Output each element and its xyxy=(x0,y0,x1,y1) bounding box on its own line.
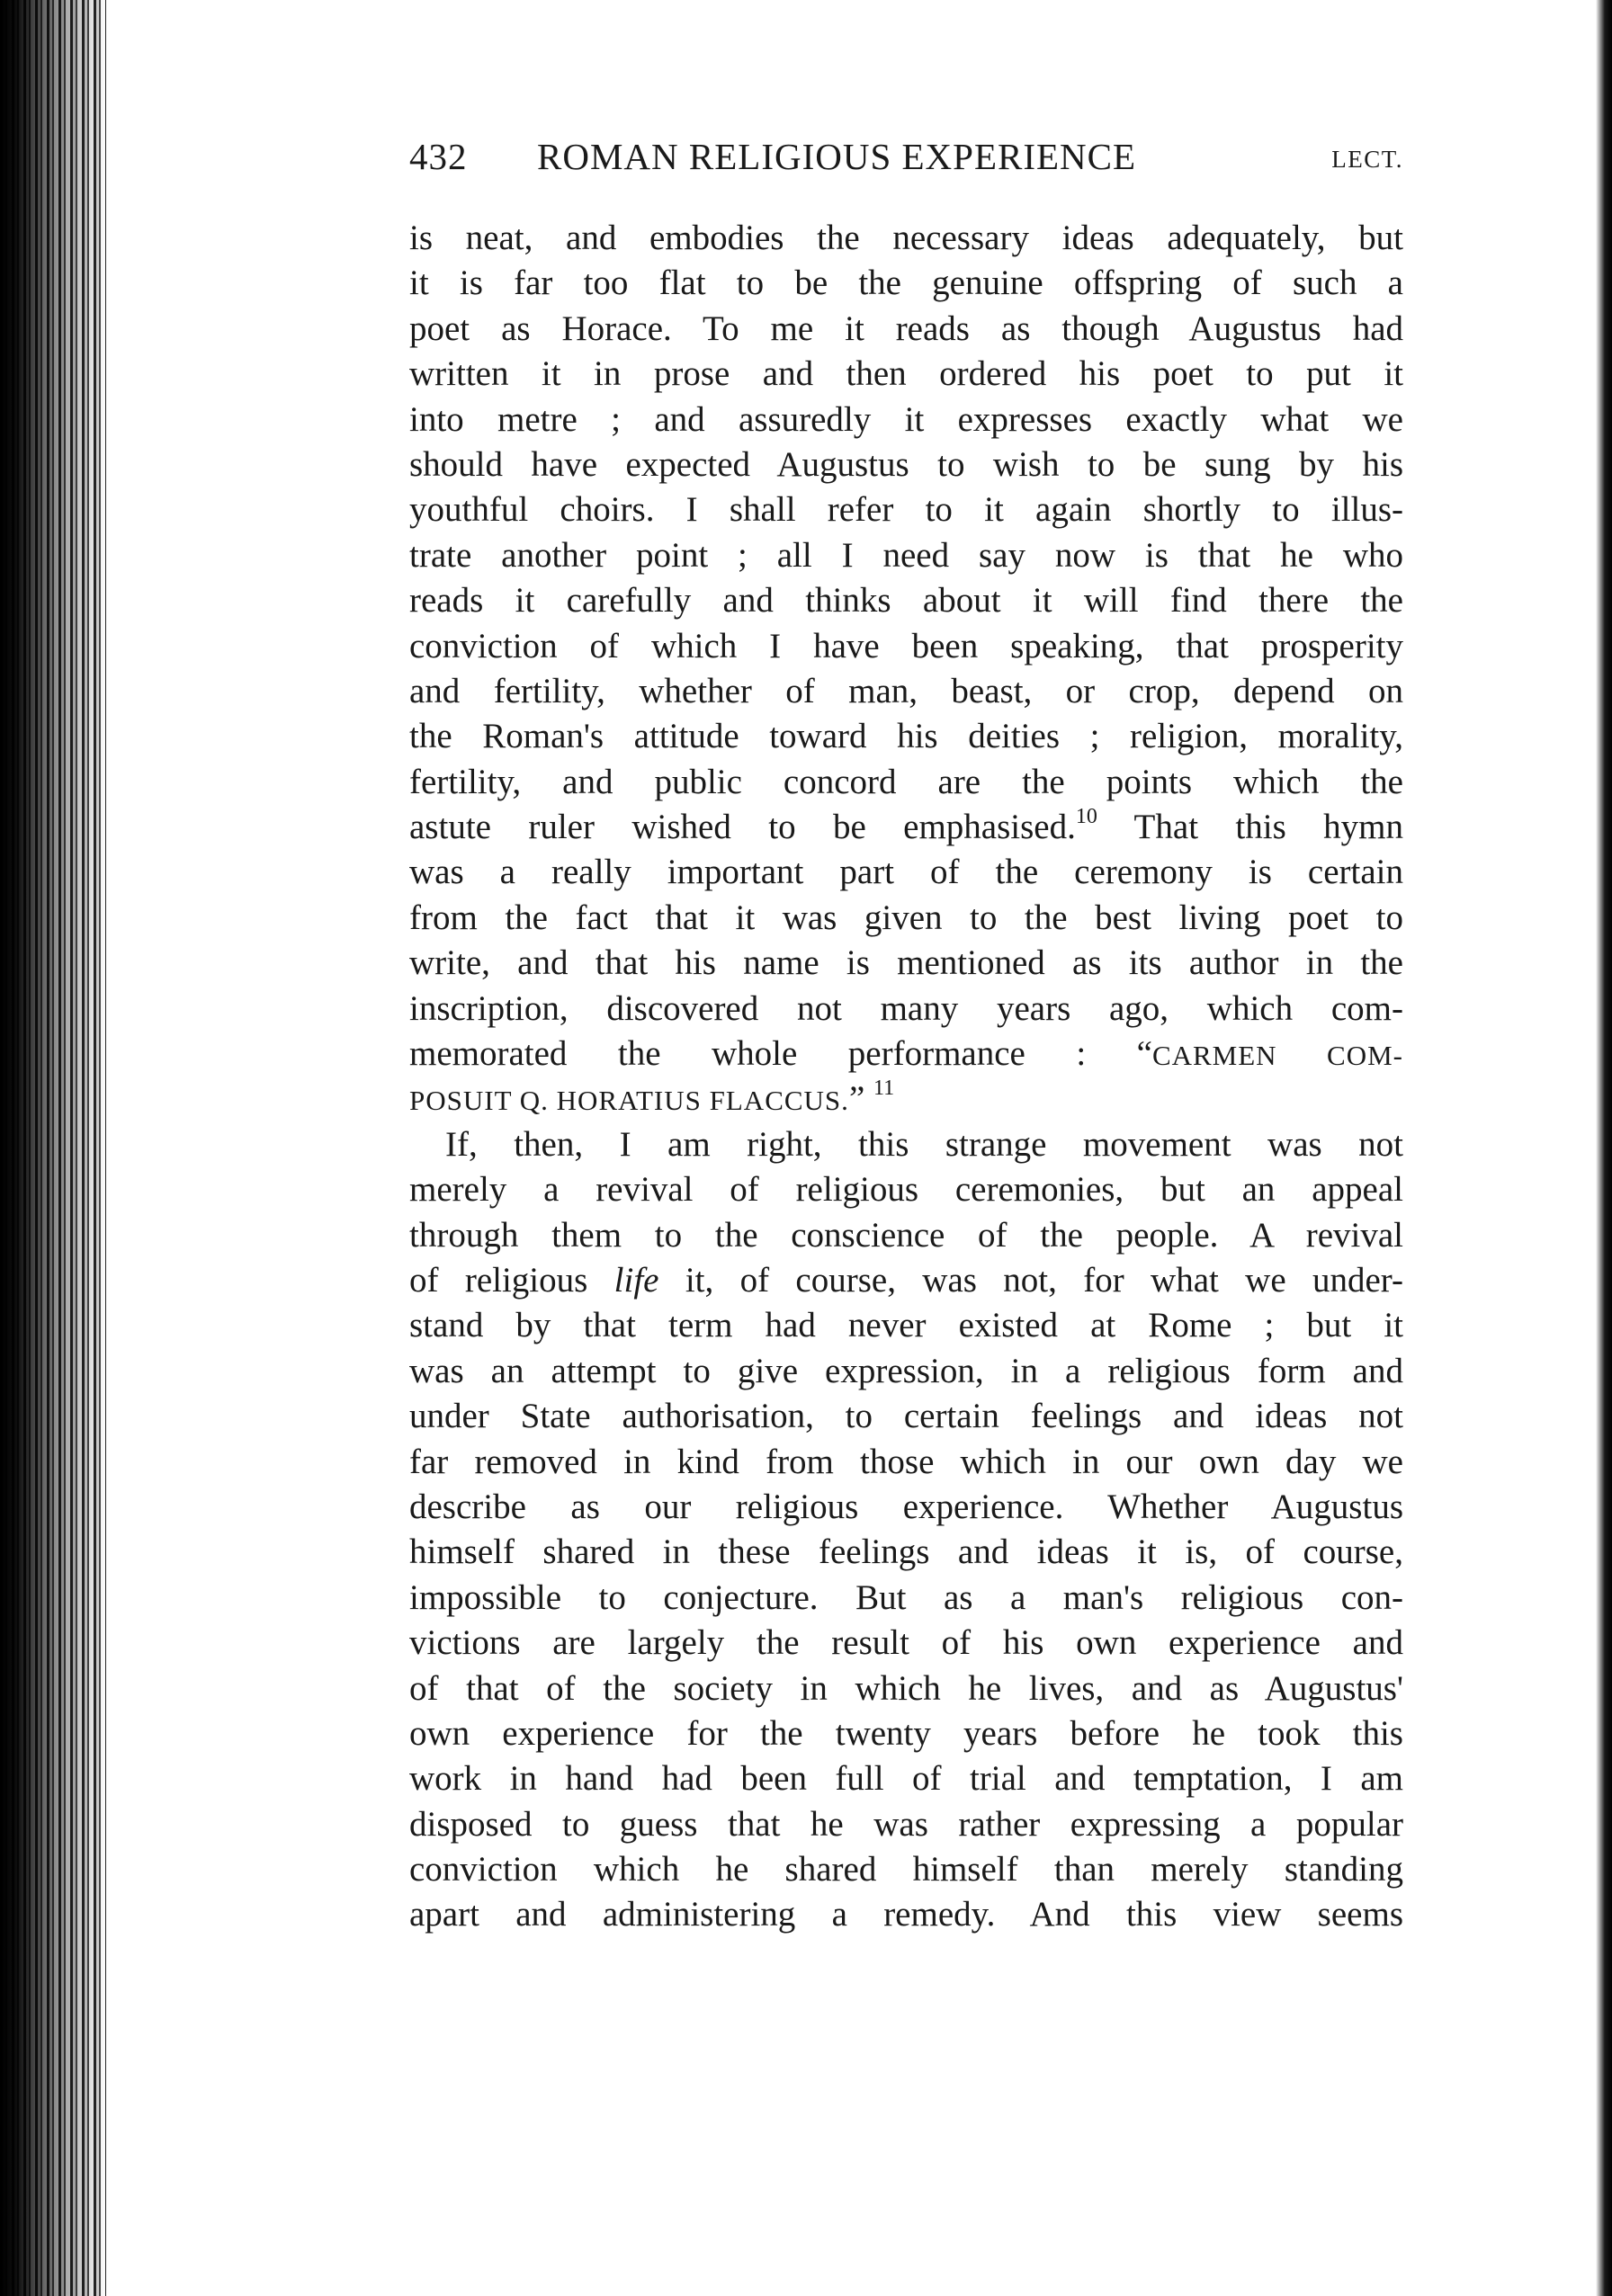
text-line: apart and administering a remedy. And this view seems xyxy=(409,1895,1403,1934)
text-line: should have expected Augustus to wish to be sung by his xyxy=(409,444,1403,484)
page-number: 432 xyxy=(409,136,468,177)
text-line: was an attempt to give expression, in a religious form and xyxy=(409,1351,1403,1390)
text-line: of that of the society in which he lives, and as Augustus' xyxy=(409,1668,1403,1708)
text-line: own experience for the twenty years before he took this xyxy=(409,1713,1403,1753)
small-caps-quote: POSUIT Q. HORATIUS FLACCUS. xyxy=(409,1085,849,1117)
binding-shadow xyxy=(0,0,106,2296)
text-line: and fertility, whether of man, beast, or crop, depend on xyxy=(409,671,1403,710)
text-line: conviction which he shared himself than merely standing xyxy=(409,1850,1403,1890)
closing-quote: ” xyxy=(848,1079,865,1119)
italic-word: life xyxy=(613,1260,659,1300)
text-line xyxy=(409,1032,1403,1077)
page-body xyxy=(409,216,1403,1938)
book-page xyxy=(409,135,1403,1938)
text-line: under State authorisation, to certain feelings and ideas not xyxy=(409,1397,1403,1436)
text-line: it is far too flat to be the genuine offspring of such a xyxy=(409,264,1403,303)
text-line: poet as Horace. To me it reads as though Augustus had xyxy=(409,308,1403,348)
text-line: trate another point ; all I need say now is that he who xyxy=(409,535,1403,575)
text-line: far removed in kind from those which in our own day we xyxy=(409,1442,1403,1481)
text-line: merely a revival of religious ceremonies, but an appeal xyxy=(409,1170,1403,1210)
text-line: victions are largely the result of his own experience and xyxy=(409,1623,1403,1663)
line-text: memorated the whole performance : “ xyxy=(409,1034,1152,1074)
text-line: stand by that term had never existed at Rome ; but it xyxy=(409,1306,1403,1345)
text-line: If, then, I am right, this strange movement was not xyxy=(445,1124,1403,1164)
text-line: inscription, discovered not many years ago, which com- xyxy=(409,988,1403,1028)
line-text: of religious xyxy=(409,1260,614,1300)
text-line: from the fact that it was given to the best living poet to xyxy=(409,898,1403,937)
text-line: impossible to conjecture. But as a man's religious con- xyxy=(409,1577,1403,1617)
text-line xyxy=(409,805,1403,850)
text-line: describe as our religious experience. Whether Augustus xyxy=(409,1487,1403,1526)
text-line: conviction of which I have been speaking, that prosperity xyxy=(409,626,1403,666)
line-text: it, of course, was not, for what we under- xyxy=(658,1260,1403,1300)
line-text: astute ruler wished to be emphasised. xyxy=(409,808,1076,847)
page-edge-shadow xyxy=(1596,0,1612,2296)
text-line: work in hand had been full of trial and temptation, I am xyxy=(409,1759,1403,1799)
text-line: into metre ; and assuredly it expresses exactly what we xyxy=(409,399,1403,439)
running-title: ROMAN RELIGIOUS EXPERIENCE xyxy=(537,136,1137,177)
text-line: through them to the conscience of the people. A revival xyxy=(409,1215,1403,1255)
paragraph xyxy=(409,216,1403,1122)
section-label: LECT. xyxy=(1331,146,1403,173)
small-caps-quote: CARMEN COM- xyxy=(1151,1040,1403,1072)
text-line: was a really important part of the ceremony is certain xyxy=(409,853,1403,892)
text-line: fertility, and public concord are the points which the xyxy=(409,762,1403,801)
text-line: the Roman's attitude toward his deities ; religion, morality, xyxy=(409,717,1403,756)
text-line: is neat, and embodies the necessary ideas adequately, but xyxy=(409,219,1403,257)
footnote-marker[interactable]: 10 xyxy=(1075,805,1097,829)
line-text: That this hymn xyxy=(1097,808,1403,847)
text-line: write, and that his name is mentioned as its author in the xyxy=(409,943,1403,983)
text-line: disposed to guess that he was rather expressing a popular xyxy=(409,1804,1403,1844)
text-line xyxy=(409,1258,1403,1303)
text-line: written it in prose and then ordered his poet to put it xyxy=(409,354,1403,394)
text-line: reads it carefully and thinks about it will find there the xyxy=(409,581,1403,621)
text-line xyxy=(409,1077,1403,1121)
running-head xyxy=(409,135,1403,189)
footnote-marker[interactable]: 11 xyxy=(873,1077,895,1101)
text-line: youthful choirs. I shall refer to it again shortly to illus- xyxy=(409,490,1403,530)
paragraph xyxy=(409,1122,1403,1938)
text-line: himself shared in these feelings and ideas it is, of course, xyxy=(409,1532,1403,1572)
